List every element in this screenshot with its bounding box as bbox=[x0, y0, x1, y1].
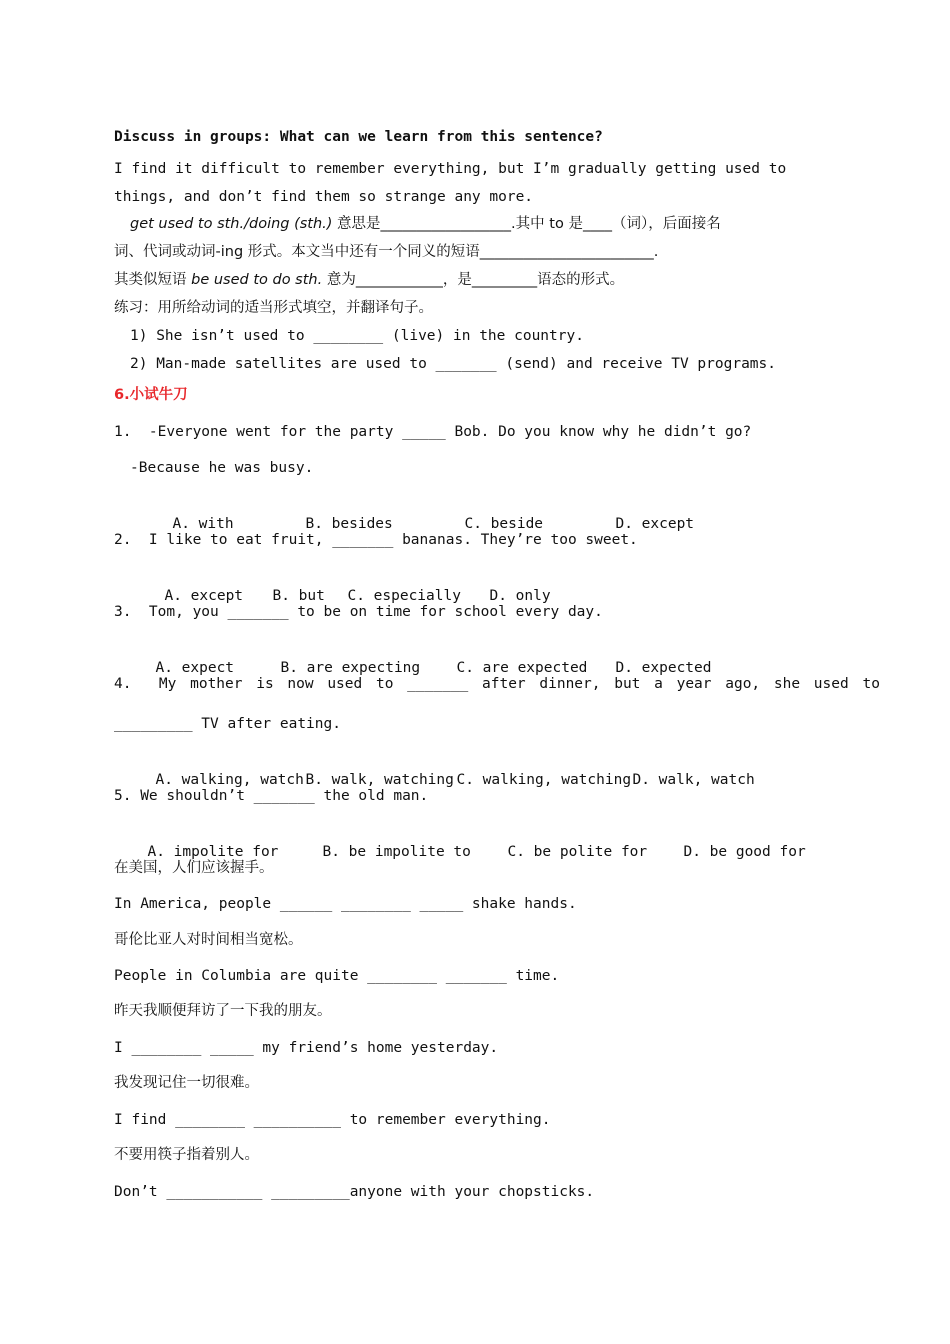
option-c: C. walking, watching bbox=[456, 772, 632, 788]
option-a: A. impolite for bbox=[147, 844, 279, 860]
question-1: 1. -Everyone went for the party _____ Bob. Do you know why he didn’t go? bbox=[114, 424, 752, 440]
translation-3-english: I ________ _____ my friend’s home yesterday. bbox=[114, 1040, 499, 1056]
option-d: D. only bbox=[489, 588, 551, 604]
practice-item-1: 1) She isn’t used to ________ (live) in the country. bbox=[130, 328, 584, 344]
option-d: D. except bbox=[615, 516, 695, 532]
option-b: B. but bbox=[272, 588, 325, 604]
question-1-reply: -Because he was busy. bbox=[130, 460, 314, 476]
translation-2-english: People in Columbia are quite ________ _______ time. bbox=[114, 968, 560, 984]
translation-1-chinese: 在美国，人们应该握手。 bbox=[114, 860, 274, 876]
grammar-note-line-3 bbox=[114, 270, 624, 290]
question-2: 2. I like to eat fruit, _______ bananas. They’re too sweet. bbox=[114, 532, 638, 548]
option-b: B. walk, watching bbox=[305, 772, 454, 788]
option-a: A. expect bbox=[155, 660, 235, 676]
translation-5-chinese: 不要用筷子指着别人。 bbox=[114, 1147, 259, 1163]
discuss-heading: Discuss in groups: What can we learn from this sentence? bbox=[114, 129, 603, 145]
grammar-note-suffix: 意为____________，是_________语态的形式。 bbox=[322, 272, 625, 288]
option-b: B. be impolite to bbox=[322, 844, 471, 860]
option-c: C. beside bbox=[464, 516, 544, 532]
practice-item-2: 2) Man-made satellites are used to _______ (send) and receive TV programs. bbox=[130, 356, 777, 372]
question-3-options bbox=[138, 638, 712, 678]
question-5-options bbox=[130, 822, 806, 862]
grammar-note-line-2: 词、代词或动词-ing 形式。本文当中还有一个同义的短语________________________. bbox=[114, 244, 659, 260]
question-5: 5. We shouldn’t _______ the old man. bbox=[114, 788, 429, 804]
question-1-options bbox=[155, 494, 694, 534]
question-4-options bbox=[138, 750, 755, 790]
translation-1-english: In America, people ______ ________ _____ shake hands. bbox=[114, 896, 577, 912]
option-a: A. walking, watch bbox=[155, 772, 304, 788]
example-sentence-line-1: I find it difficult to remember everything, but I’m gradually getting used to bbox=[114, 161, 787, 177]
question-4: 4. My mother is now used to _______ after dinner, but a year ago, she used to bbox=[114, 676, 880, 692]
question-4-continued: _________ TV after eating. bbox=[114, 716, 341, 732]
question-3: 3. Tom, you _______ to be on time for school every day. bbox=[114, 604, 603, 620]
grammar-note-text: 意思是__________________.其中 to 是____（词），后面接名 bbox=[332, 216, 721, 232]
translation-4-english: I find ________ __________ to remember everything. bbox=[114, 1112, 551, 1128]
option-d: D. be good for bbox=[683, 844, 806, 860]
practice-title: 练习：用所给动词的适当形式填空，并翻译句子。 bbox=[114, 300, 433, 316]
phrase-get-used-to: get used to sth./doing (sth.) bbox=[130, 216, 333, 232]
section-6-title: 6.小试牛刀 bbox=[114, 387, 188, 403]
translation-2-chinese: 哥伦比亚人对时间相当宽松。 bbox=[114, 932, 303, 948]
option-a: A. with bbox=[172, 516, 234, 532]
option-c: C. are expected bbox=[456, 660, 588, 676]
grammar-note-prefix: 其类似短语 bbox=[114, 272, 192, 288]
example-sentence-line-2: things, and don’t find them so strange any more. bbox=[114, 189, 534, 205]
translation-3-chinese: 昨天我顺便拜访了一下我的朋友。 bbox=[114, 1003, 332, 1019]
translation-4-chinese: 我发现记住一切很难。 bbox=[114, 1075, 259, 1091]
translation-5-english: Don’t ___________ _________anyone with your chopsticks. bbox=[114, 1184, 595, 1200]
question-2-options bbox=[147, 566, 551, 606]
option-c: C. especially bbox=[347, 588, 461, 604]
phrase-be-used-to: be used to do sth. bbox=[191, 272, 323, 288]
option-d: D. expected bbox=[615, 660, 712, 676]
option-d: D. walk, watch bbox=[632, 772, 755, 788]
option-c: C. be polite for bbox=[507, 844, 648, 860]
option-b: B. are expecting bbox=[280, 660, 421, 676]
option-b: B. besides bbox=[305, 516, 393, 532]
option-a: A. except bbox=[164, 588, 244, 604]
grammar-note-line-1 bbox=[130, 214, 721, 234]
